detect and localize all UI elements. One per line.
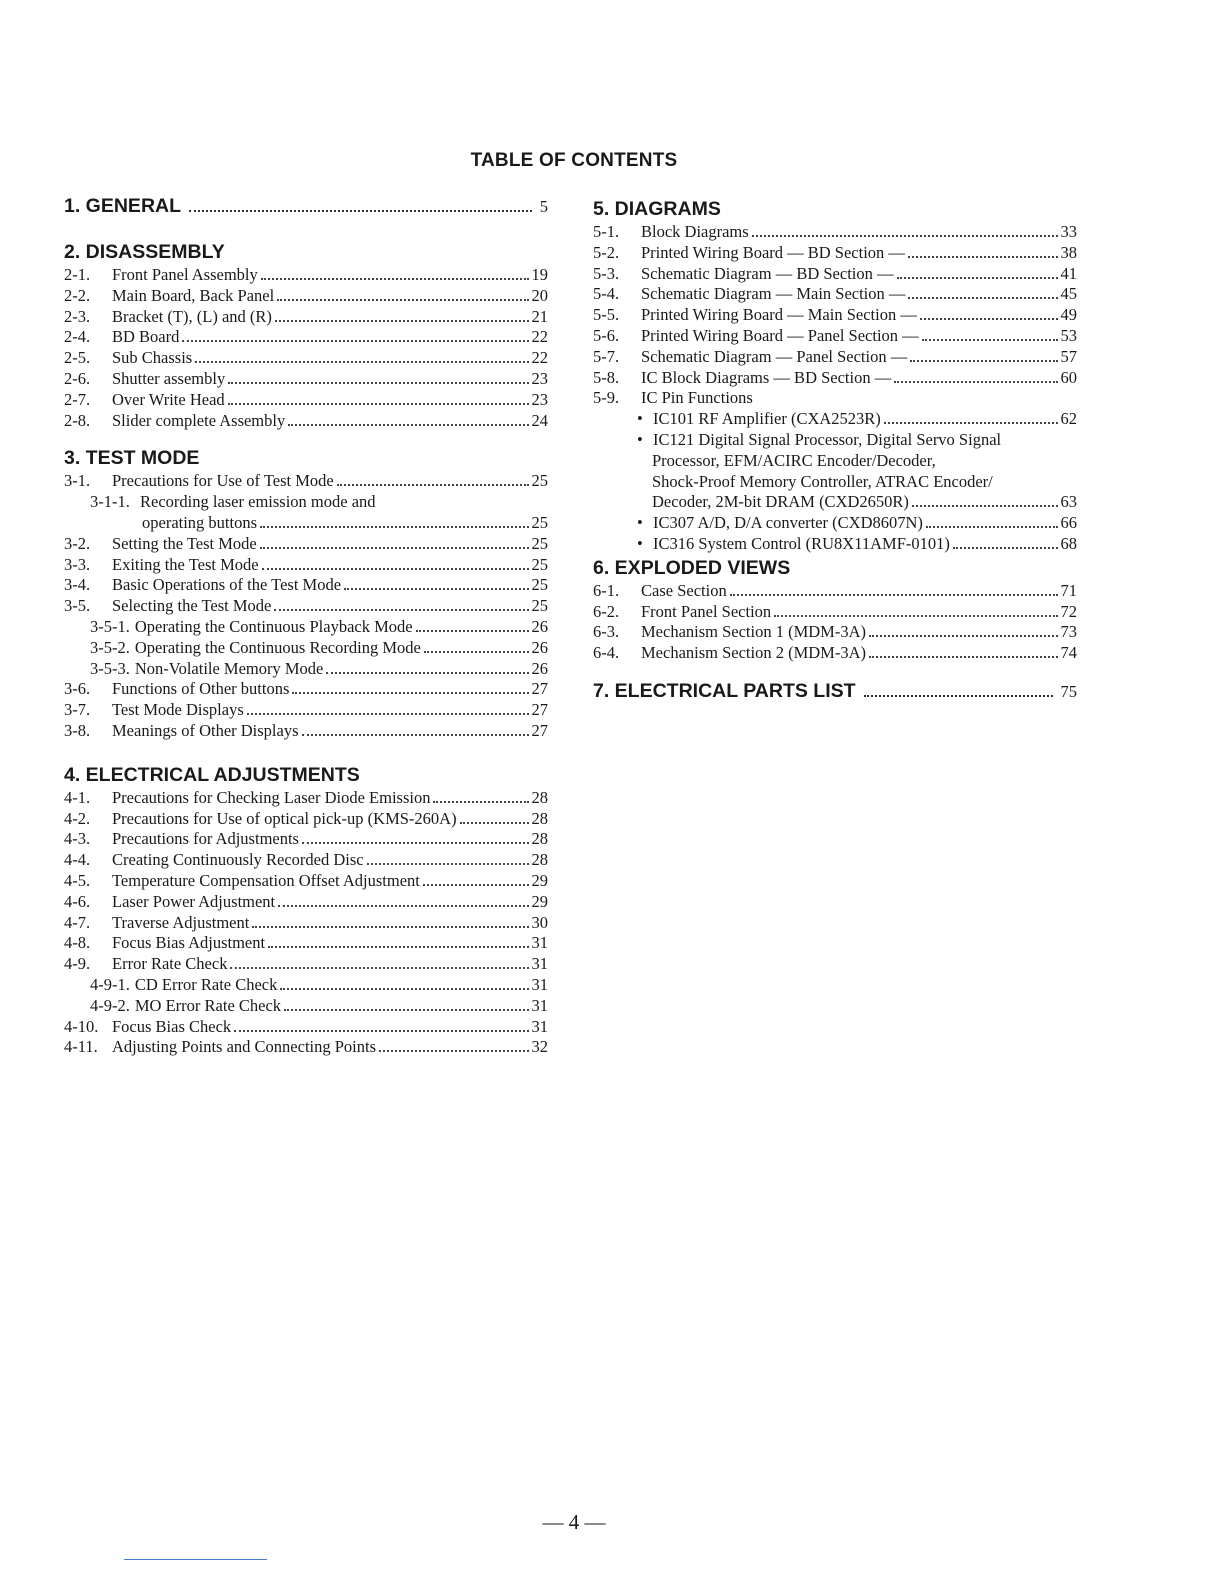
entry-page-number: 74 (1060, 643, 1077, 663)
entry-number: 5-9. (593, 388, 620, 408)
entry-number: 4-4. (64, 850, 91, 870)
entry-number: 2-5. (64, 348, 91, 368)
toc-entry[interactable] (593, 305, 1077, 326)
entry-title: Printed Wiring Board — Panel Section — (641, 325, 919, 345)
dot-leader (262, 568, 529, 570)
entry-title: CD Error Rate Check (134, 974, 278, 994)
dot-leader (433, 801, 528, 803)
dot-leader (292, 692, 528, 694)
entry-number: 4-8. (64, 933, 91, 953)
toc-entry[interactable] (64, 307, 548, 328)
entry-page-number: 68 (1060, 533, 1077, 553)
toc-entry[interactable] (593, 451, 1077, 472)
dot-leader (869, 635, 1057, 637)
toc-section (64, 239, 548, 445)
toc-entry[interactable] (593, 430, 1077, 451)
toc-entry[interactable] (64, 809, 548, 830)
toc-entry[interactable] (593, 622, 1077, 643)
entry-page-number: 27 (531, 700, 548, 720)
entry-number: 5-7. (593, 346, 620, 366)
toc-entry[interactable] (593, 643, 1077, 664)
toc-entry[interactable] (64, 575, 548, 596)
entry-number: 4-7. (64, 912, 91, 932)
entry-page-number: 28 (531, 829, 548, 849)
entry-number: 5-8. (593, 367, 620, 387)
dot-leader (228, 403, 529, 405)
entry-number: 5-4. (593, 284, 620, 304)
toc-entry[interactable] (593, 492, 1077, 513)
toc-entry[interactable] (64, 286, 548, 307)
entry-page-number: 22 (531, 327, 548, 347)
entry-number: 3-4. (64, 575, 91, 595)
entry-page-number: 49 (1060, 305, 1077, 325)
entry-title: Test Mode Displays (112, 700, 244, 720)
entry-page-number: 21 (531, 306, 548, 326)
entry-number: 3-3. (64, 554, 91, 574)
entry-title: Shutter assembly (112, 368, 226, 388)
toc-entry[interactable] (593, 513, 1077, 534)
dot-leader (910, 360, 1057, 362)
toc-entry[interactable] (64, 534, 548, 555)
toc-entry[interactable] (64, 555, 548, 576)
entry-title: Recording laser emission mode and (140, 492, 376, 512)
entry-number: 2-4. (64, 327, 91, 347)
section-heading[interactable] (593, 555, 1077, 581)
entry-title: Over Write Head (112, 389, 225, 409)
entry-number: 4-3. (64, 829, 91, 849)
dot-leader (268, 946, 528, 948)
section-heading-label: 5. DIAGRAMS (593, 198, 721, 220)
entry-page-number: 38 (1060, 242, 1077, 262)
dot-leader (302, 734, 529, 736)
entry-title: Exiting the Test Mode (112, 554, 259, 574)
entry-page-number: 26 (531, 616, 548, 636)
toc-entry[interactable] (593, 409, 1077, 430)
entry-title: Laser Power Adjustment (112, 891, 276, 911)
toc-entry[interactable] (64, 596, 548, 617)
toc-entry[interactable] (64, 390, 548, 411)
section-page-number: 75 (1060, 681, 1077, 701)
entry-title: Slider complete Assembly (112, 410, 286, 430)
dot-leader (897, 277, 1058, 279)
dot-leader (894, 381, 1057, 383)
toc-column-left (64, 193, 548, 1058)
entry-number: • (637, 533, 643, 553)
entry-number: 4-9-1. (90, 974, 130, 994)
dot-leader (288, 424, 528, 426)
entry-number: 4-5. (64, 870, 91, 890)
entry-number: 5-1. (593, 222, 620, 241)
toc-section (64, 762, 548, 1058)
dot-leader (922, 339, 1058, 341)
entry-title: Mechanism Section 1 (MDM-3A) (641, 622, 867, 642)
dot-leader (908, 297, 1057, 299)
entry-title: Adjusting Points and Connecting Points (112, 1037, 377, 1057)
entry-title: Precautions for Use of optical pick-up (KMS-260A) (112, 808, 457, 828)
toc-entry[interactable] (64, 348, 548, 369)
entry-number: 3-7. (64, 700, 91, 720)
toc-section (593, 678, 1077, 724)
entry-title: Selecting the Test Mode (112, 596, 272, 616)
toc-section (64, 193, 548, 239)
entry-number: 4-10. (64, 1016, 99, 1036)
entry-title: Sub Chassis (112, 348, 193, 368)
entry-number: 4-9-2. (90, 995, 130, 1015)
toc-entry[interactable] (593, 534, 1077, 555)
entry-title: Schematic Diagram — Main Section — (641, 284, 906, 304)
entry-title: Creating Continuously Recorded Disc (112, 850, 364, 870)
dot-leader (189, 210, 532, 212)
entry-title: Mechanism Section 2 (MDM-3A) (641, 643, 867, 663)
entry-page-number: 31 (531, 1016, 548, 1036)
dot-leader (884, 422, 1058, 424)
entry-title: IC101 RF Amplifier (CXA2523R) (653, 409, 881, 429)
dot-leader (926, 526, 1058, 528)
dot-leader (869, 656, 1057, 658)
entry-title: IC307 A/D, D/A converter (CXD8607N) (653, 513, 923, 533)
entry-title: Setting the Test Mode (112, 533, 257, 553)
entry-title: IC121 Digital Signal Processor, Digital Servo Signal (653, 429, 1002, 449)
toc-entry[interactable] (64, 892, 548, 913)
toc-entry[interactable] (64, 721, 548, 742)
dot-leader (920, 318, 1058, 320)
entry-page-number: 53 (1060, 325, 1077, 345)
entry-number: 3-2. (64, 533, 91, 553)
toc-entry[interactable] (593, 472, 1077, 493)
entry-page-number: 60 (1060, 367, 1077, 387)
toc-entry[interactable] (64, 327, 548, 348)
toc-entry[interactable] (64, 975, 548, 996)
toc-entry[interactable] (64, 492, 548, 513)
entry-title: Operating the Continuous Recording Mode (134, 637, 421, 657)
toc-entry[interactable] (64, 829, 548, 850)
entry-number: 3-5-2. (90, 637, 130, 657)
entry-page-number: 32 (531, 1037, 548, 1057)
entry-page-number: 25 (531, 471, 548, 491)
toc-entry[interactable] (64, 996, 548, 1017)
toc-entry[interactable] (64, 513, 548, 534)
entry-page-number: 28 (531, 850, 548, 870)
dot-leader (416, 630, 529, 632)
entry-number: 6-1. (593, 580, 620, 600)
entry-title: Temperature Compensation Offset Adjustment (112, 870, 420, 890)
entry-page-number: 23 (531, 389, 548, 409)
section-heading[interactable] (64, 239, 548, 265)
entry-number: 2-7. (64, 389, 91, 409)
entry-title: Schematic Diagram — Panel Section — (641, 346, 908, 366)
entry-number: 4-9. (64, 954, 91, 974)
entry-number: 5-3. (593, 263, 620, 283)
toc-entry[interactable] (64, 369, 548, 390)
dot-leader (752, 235, 1058, 237)
toc-entry[interactable] (593, 222, 1077, 243)
section-heading-label: 4. ELECTRICAL ADJUSTMENTS (64, 763, 360, 786)
entry-page-number: 22 (531, 348, 548, 368)
entry-page-number: 31 (531, 933, 548, 953)
dot-leader (460, 822, 529, 824)
entry-page-number: 71 (1060, 580, 1077, 600)
dot-leader (280, 988, 528, 990)
entry-title: Non-Volatile Memory Mode (134, 658, 324, 678)
dot-leader (247, 713, 529, 715)
dot-leader (260, 547, 529, 549)
entry-page-number: 29 (531, 870, 548, 890)
entry-page-number: 57 (1060, 346, 1077, 366)
dot-leader (424, 651, 529, 653)
entry-title: Block Diagrams (641, 222, 749, 241)
entry-page-number: 31 (531, 995, 548, 1015)
entry-title: BD Board (112, 327, 180, 347)
entry-number: 6-2. (593, 601, 620, 621)
toc-entry[interactable] (64, 913, 548, 934)
toc-entry[interactable] (64, 638, 548, 659)
section-heading-label: 3. TEST MODE (64, 447, 200, 470)
entry-page-number: 25 (531, 554, 548, 574)
entry-number: 6-3. (593, 622, 620, 642)
entry-title: Printed Wiring Board — Main Section — (641, 305, 917, 325)
dot-leader (912, 505, 1058, 507)
entry-number: • (637, 513, 643, 533)
entry-number: 4-6. (64, 891, 91, 911)
dot-leader (278, 905, 528, 907)
dot-leader (284, 1009, 528, 1011)
entry-page-number: 30 (531, 912, 548, 932)
entry-title: Functions of Other buttons (112, 679, 290, 699)
dot-leader (864, 695, 1053, 697)
entry-page-number: 63 (1060, 492, 1077, 512)
divider-line (124, 1559, 267, 1560)
entry-page-number: 27 (531, 679, 548, 699)
toc-entry[interactable] (64, 679, 548, 700)
section-heading[interactable] (64, 193, 548, 219)
entry-page-number: 62 (1060, 409, 1077, 429)
entry-page-number: 23 (531, 368, 548, 388)
entry-title: operating buttons (142, 512, 258, 532)
dot-leader (908, 256, 1058, 258)
entry-number: 4-1. (64, 787, 91, 807)
entry-page-number: 25 (531, 512, 548, 532)
entry-page-number: 31 (531, 954, 548, 974)
dot-leader (774, 615, 1057, 617)
toc-entry[interactable] (593, 581, 1077, 602)
toc-entry[interactable] (593, 264, 1077, 285)
entry-title: IC Block Diagrams — BD Section — (641, 367, 892, 387)
entry-number: 5-6. (593, 325, 620, 345)
entry-page-number: 24 (531, 410, 548, 430)
entry-title: Meanings of Other Displays (112, 720, 299, 740)
entry-title: Basic Operations of the Test Mode (112, 575, 342, 595)
entry-page-number: 73 (1060, 622, 1077, 642)
section-heading-label: 1. GENERAL (64, 195, 182, 217)
toc-entry[interactable] (64, 788, 548, 809)
entry-title: Shock-Proof Memory Controller, ATRAC Encoder/ (652, 471, 993, 491)
dot-leader (302, 842, 529, 844)
toc-entry[interactable] (64, 1017, 548, 1038)
section-heading-label: 6. EXPLODED VIEWS (593, 556, 791, 579)
dot-leader (344, 588, 528, 590)
entry-number: 5-5. (593, 305, 620, 325)
entry-title: Front Panel Section (641, 601, 772, 621)
entry-page-number: 31 (531, 974, 548, 994)
dot-leader (260, 526, 528, 528)
dot-leader (730, 594, 1058, 596)
toc-entry[interactable] (64, 871, 548, 892)
toc-entry[interactable] (593, 368, 1077, 389)
entry-number: 2-3. (64, 306, 91, 326)
entry-number: 6-4. (593, 643, 620, 663)
section-page-number: 5 (539, 197, 548, 216)
dot-leader (195, 361, 528, 363)
toc-section (64, 445, 548, 761)
entry-title: IC316 System Control (RU8X11AMF-0101) (653, 533, 950, 553)
entry-number: 2-1. (64, 265, 91, 284)
dot-leader (337, 484, 529, 486)
toc-column-right (593, 196, 1077, 724)
entry-page-number: 29 (531, 891, 548, 911)
page-title: TABLE OF CONTENTS (470, 150, 678, 171)
toc-entry[interactable] (64, 850, 548, 871)
toc-entry[interactable] (593, 347, 1077, 368)
entry-title: Decoder, 2M-bit DRAM (CXD2650R) (652, 492, 909, 512)
entry-title: Schematic Diagram — BD Section — (641, 263, 894, 283)
dot-leader (230, 967, 528, 969)
toc-entry[interactable] (64, 700, 548, 721)
dot-leader (182, 340, 528, 342)
entry-title: Focus Bias Adjustment (112, 933, 266, 953)
toc-entry[interactable] (593, 326, 1077, 347)
entry-title: Main Board, Back Panel (112, 285, 275, 305)
entry-title: Precautions for Checking Laser Diode Emission (112, 787, 431, 807)
entry-page-number: 66 (1060, 513, 1077, 533)
toc-entry[interactable] (64, 617, 548, 638)
dot-leader (277, 299, 528, 301)
entry-page-number: 41 (1060, 263, 1077, 283)
entry-number: 3-5. (64, 596, 91, 616)
dot-leader (326, 672, 528, 674)
dot-leader (274, 609, 528, 611)
entry-page-number: 20 (531, 285, 548, 305)
entry-page-number: 28 (531, 787, 548, 807)
dot-leader (228, 382, 528, 384)
entry-title: Focus Bias Check (112, 1016, 232, 1036)
entry-page-number: 26 (531, 658, 548, 678)
entry-number: 4-11. (64, 1037, 98, 1057)
entry-page-number: 19 (531, 265, 548, 284)
entry-number: 2-2. (64, 285, 91, 305)
entry-title: Precautions for Use of Test Mode (112, 471, 334, 491)
toc-entry[interactable] (64, 954, 548, 975)
entry-number: 4-2. (64, 808, 91, 828)
toc-entry[interactable] (64, 659, 548, 680)
entry-number: 3-8. (64, 720, 91, 740)
section-heading[interactable] (64, 445, 548, 471)
toc-entry[interactable] (64, 265, 548, 286)
section-heading[interactable] (593, 196, 1077, 222)
entry-title: Traverse Adjustment (112, 912, 250, 932)
section-heading[interactable] (593, 678, 1077, 704)
entry-page-number: 72 (1060, 601, 1077, 621)
dot-leader (379, 1050, 528, 1052)
toc-section (593, 555, 1077, 678)
entry-page-number: 33 (1060, 222, 1077, 241)
entry-title: Processor, EFM/ACIRC Encoder/Decoder, (652, 450, 936, 470)
section-heading-label: 7. ELECTRICAL PARTS LIST (593, 679, 856, 702)
entry-page-number: 25 (531, 575, 548, 595)
entry-page-number: 28 (531, 808, 548, 828)
dot-leader (252, 926, 528, 928)
entry-page-number: 27 (531, 720, 548, 740)
toc-entry[interactable] (593, 388, 1077, 409)
dot-leader (261, 278, 529, 280)
entry-number: • (637, 429, 643, 449)
dot-leader (423, 884, 529, 886)
entry-page-number: 25 (531, 596, 548, 616)
toc-section (593, 196, 1077, 555)
entry-number: 3-1-1. (90, 492, 130, 512)
section-heading-label: 2. DISASSEMBLY (64, 241, 225, 263)
entry-page-number: 45 (1060, 284, 1077, 304)
dot-leader (234, 1030, 528, 1032)
entry-number: 5-2. (593, 242, 620, 262)
entry-title: Case Section (641, 580, 727, 600)
entry-number: • (637, 409, 643, 429)
entry-title: Precautions for Adjustments (112, 829, 299, 849)
entry-number: 2-6. (64, 368, 91, 388)
entry-number: 3-5-1. (90, 616, 130, 636)
entry-title: Front Panel Assembly (112, 265, 258, 284)
entry-number: 3-1. (64, 471, 91, 491)
entry-number: 2-8. (64, 410, 91, 430)
entry-title: IC Pin Functions (641, 388, 753, 408)
toc-entry[interactable] (593, 284, 1077, 305)
entry-title: Error Rate Check (112, 954, 228, 974)
entry-number: 3-6. (64, 679, 91, 699)
toc-entry[interactable] (64, 1037, 548, 1058)
page-number: — 4 — (542, 1510, 606, 1534)
entry-number: 3-5-3. (90, 658, 130, 678)
dot-leader (275, 320, 529, 322)
entry-title: Operating the Continuous Playback Mode (134, 616, 413, 636)
entry-title: MO Error Rate Check (134, 995, 282, 1015)
toc-entry[interactable] (64, 411, 548, 432)
section-heading[interactable] (64, 762, 548, 788)
entry-title: Printed Wiring Board — BD Section — (641, 242, 905, 262)
toc-entry[interactable] (593, 243, 1077, 264)
toc-entry[interactable] (593, 602, 1077, 623)
dot-leader (367, 863, 529, 865)
toc-entry[interactable] (64, 933, 548, 954)
entry-page-number: 25 (531, 533, 548, 553)
entry-title: Bracket (T), (L) and (R) (112, 306, 272, 326)
toc-entry[interactable] (64, 471, 548, 492)
dot-leader (953, 547, 1058, 549)
entry-page-number: 26 (531, 637, 548, 657)
